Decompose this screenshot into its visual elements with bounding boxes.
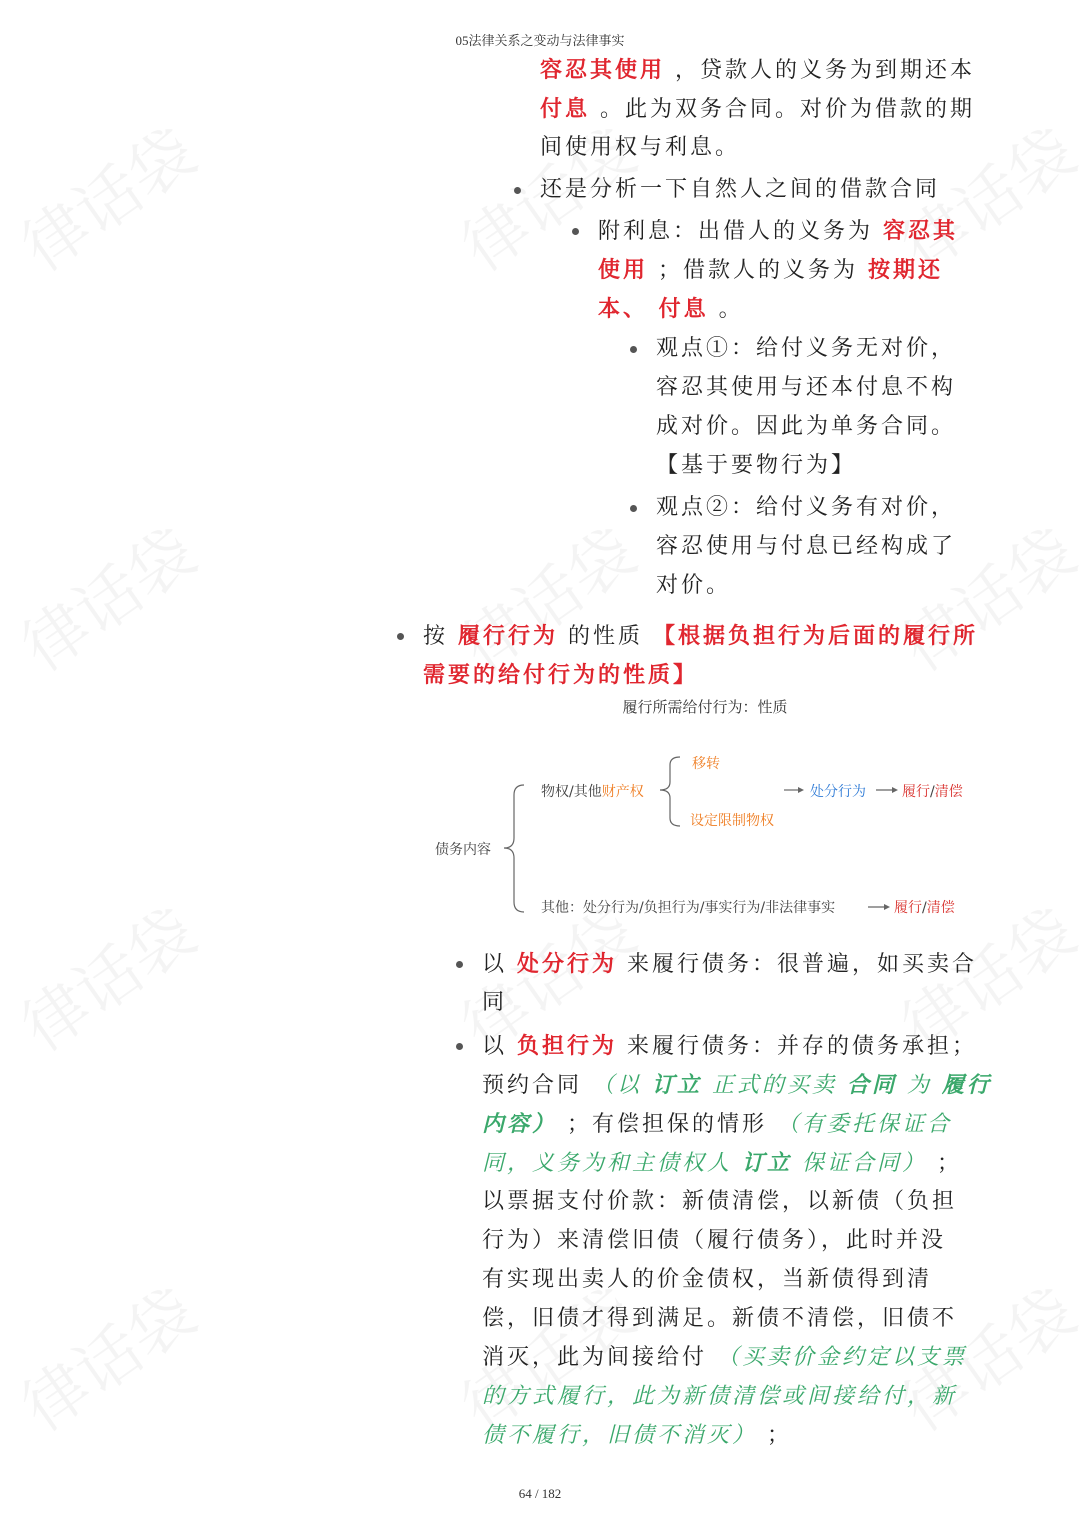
text-line: 同，义务为和主债权人 订立 保证合同） ； <box>482 1150 963 1176</box>
text-line: 有实现出卖人的价金债权，当新债得到清 <box>482 1267 933 1292</box>
diagram-title: 履行所需给付行为：性质 <box>622 698 788 716</box>
diagram-node-perform: 履行/清偿 <box>902 784 963 800</box>
list-item: 附利息：出借人的义务为 容忍其 <box>598 218 959 244</box>
text-line: 以票据支付价款：新债清偿，以新债（负担 <box>482 1189 958 1214</box>
diagram-node-property: 物权/其他财产权 <box>541 784 644 800</box>
bullet-dot <box>456 961 463 968</box>
text-line: 需要的给付行为的性质】 <box>423 662 699 688</box>
list-item: 按 履行行为 的性质 【根据负担行为后面的履行所 <box>423 623 979 649</box>
text-line: 成对价。因此为单务合同。 <box>656 414 957 439</box>
diagram-node-other: 其他：处分行为/负担行为/事实行为/非法律事实 <box>541 900 836 916</box>
list-item: 以 负担行为 来履行债务：并存的债务承担； <box>482 1033 978 1059</box>
text-line: 【基于要物行为】 <box>656 453 857 478</box>
text-line: 对价。 <box>656 573 732 598</box>
text-line: 行为）来清偿旧债（履行债务），此时并没 <box>482 1228 947 1253</box>
text-line: 容忍使用与付息已经构成了 <box>656 534 957 559</box>
text-line: 内容） ；有偿担保的情形 （有委托保证合 <box>482 1111 953 1137</box>
text-line: 债不履行，旧债不消灭） ； <box>482 1423 793 1448</box>
diagram-node-disposal: 处分行为 <box>810 784 866 800</box>
text-line: 偿，旧债才得到满足。新债不清偿，旧债不 <box>482 1306 958 1331</box>
list-item: 还是分析一下自然人之间的借款合同 <box>540 177 941 202</box>
text-line: 使用 ；借款人的义务为 按期还 <box>598 257 944 283</box>
list-item: 观点②：给付义务有对价， <box>656 495 957 520</box>
list-item: 以 处分行为 来履行债务：很普遍，如买卖合 <box>482 951 978 977</box>
text-line: 的方式履行，此为新债清偿或间接给付，新 <box>482 1384 958 1409</box>
text-line: 容忍其使用 ，贷款人的义务为到期还本 <box>540 57 976 83</box>
diagram-node-set-limited: 设定限制物权 <box>690 813 774 829</box>
page-number: 64 / 182 <box>518 1486 562 1501</box>
diagram-node-perform-2: 履行/清偿 <box>894 900 955 916</box>
text-line: 间使用权与利息。 <box>540 135 741 160</box>
text-line: 容忍其使用与还本付息不构 <box>656 375 957 400</box>
page-header: 05法律关系之变动与法律事实 <box>455 33 625 48</box>
list-item: 观点①：给付义务无对价， <box>656 336 957 361</box>
bullet-dot <box>456 1043 463 1050</box>
text-line: 同 <box>482 990 508 1015</box>
text-line: 预约合同 （以 订立 正式的买卖 合同 为 履行 <box>482 1072 993 1098</box>
diagram-node-transfer: 移转 <box>692 756 720 772</box>
text-line: 付息 。此为双务合同。对价为借款的期 <box>540 96 976 122</box>
text-line: 消灭，此为间接给付 （买卖价金约定以支票 <box>482 1345 968 1370</box>
text-line: 本、 付息 。 <box>598 296 744 322</box>
diagram-root: 债务内容 <box>435 842 491 858</box>
